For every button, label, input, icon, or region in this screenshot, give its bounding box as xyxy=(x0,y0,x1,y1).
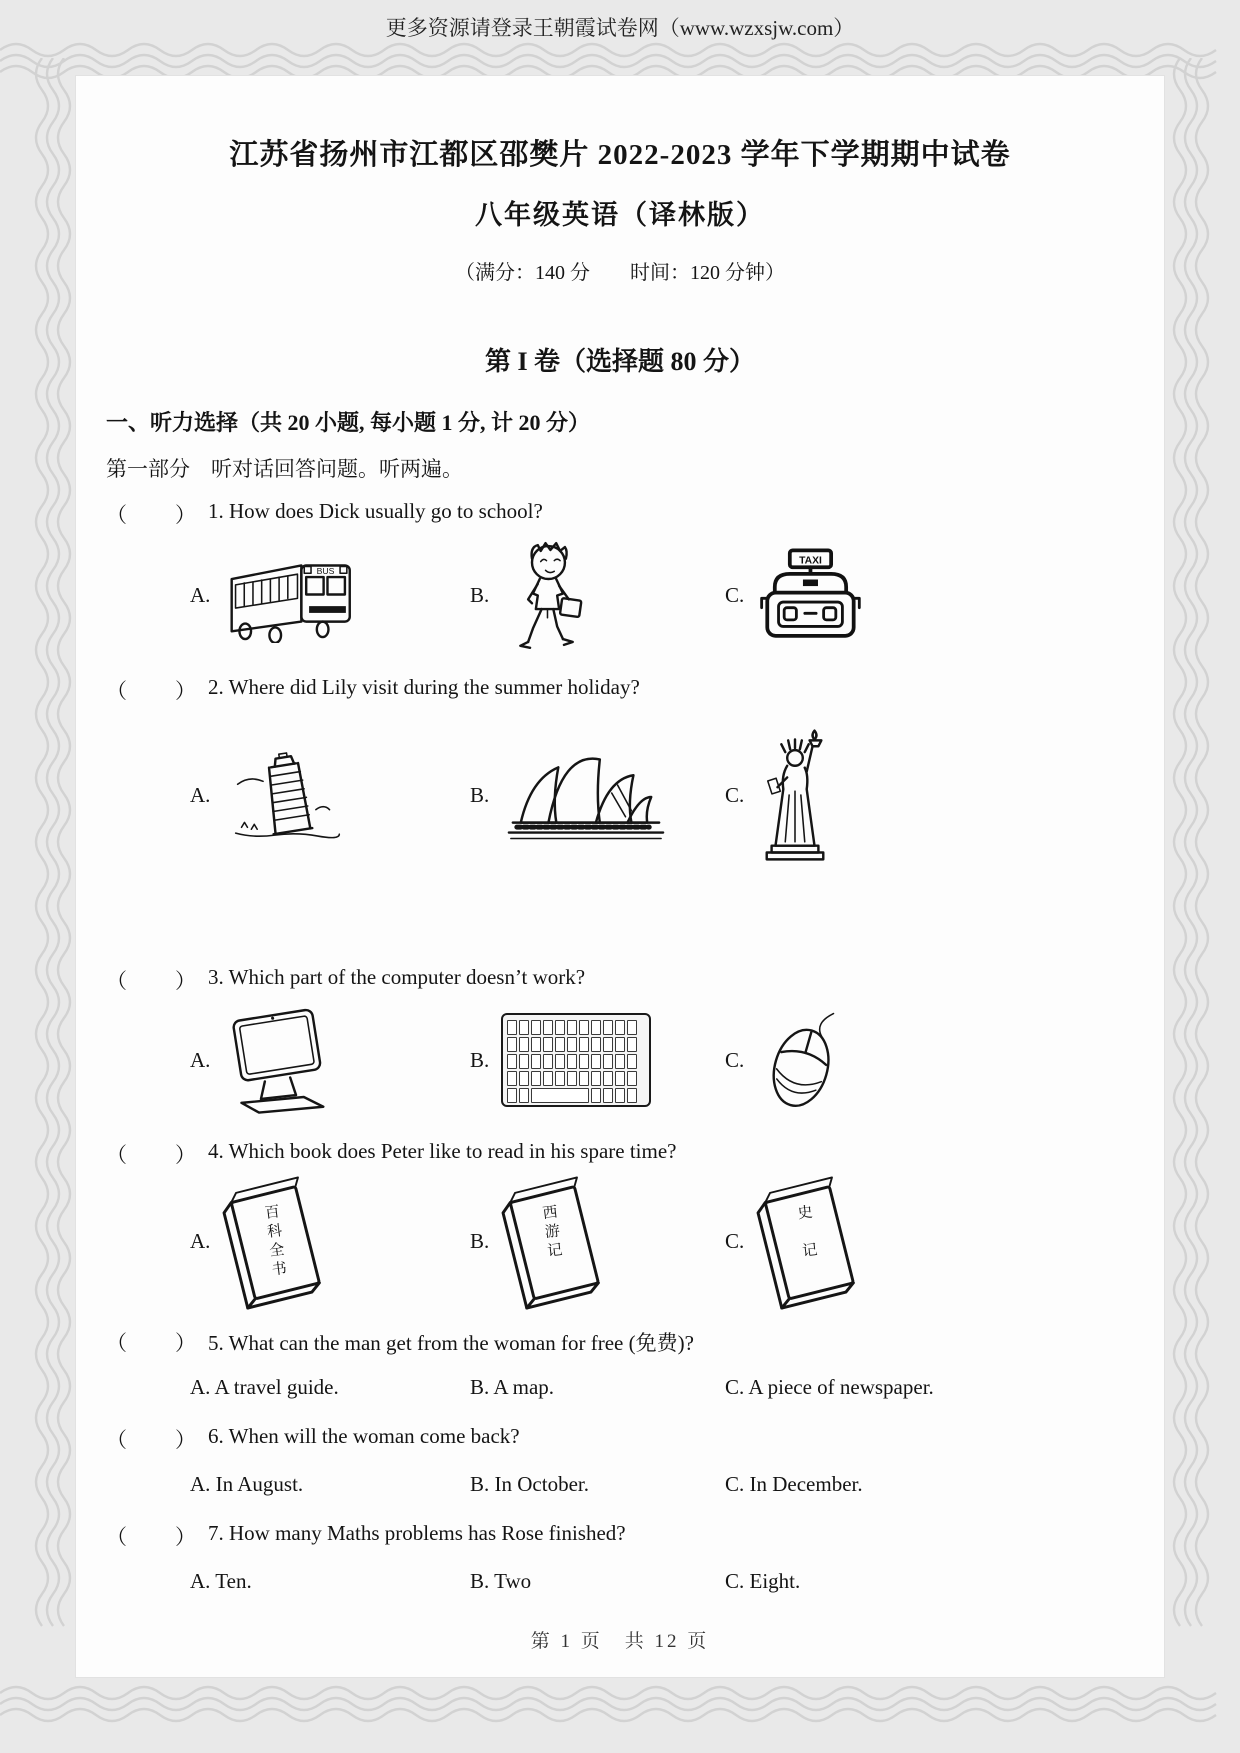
section-heading: 一、听力选择（共 20 小题, 每小题 1 分, 计 20 分） xyxy=(106,410,591,435)
answer-bracket: （ ） xyxy=(106,969,198,993)
option-a: A. In August. xyxy=(190,1472,304,1496)
option-c: C. In December. xyxy=(725,1472,863,1496)
paper-subtitle: 八年级英语（译林版） xyxy=(475,200,765,230)
option-a: A. A travel guide. xyxy=(190,1375,339,1399)
question-6-options xyxy=(106,1472,1134,1497)
encyclopedia-book-icon xyxy=(209,1169,332,1313)
question-text: 4. Which book does Peter like to read in his spare time? xyxy=(208,1139,677,1163)
question-7-line xyxy=(106,1521,1134,1551)
taxi-icon xyxy=(756,545,864,645)
question-text: 3. Which part of the computer doesn’t work? xyxy=(208,965,586,989)
question-5-options xyxy=(106,1375,1134,1400)
answer-bracket: （ ） xyxy=(106,503,198,527)
site-notice: 更多资源请登录王朝霞试卷网（www.wzxsjw.com） xyxy=(385,16,855,40)
question-5-line xyxy=(106,1327,1134,1357)
book-title: 百科全书 xyxy=(262,1203,288,1281)
paper-title: 江苏省扬州市江都区邵樊片 2022-2023 学年下学期期中试卷 xyxy=(229,139,1011,171)
statue-of-liberty-icon xyxy=(756,715,834,875)
option-b: B. xyxy=(470,745,725,845)
wave-border-left xyxy=(30,58,72,1698)
question-4-options xyxy=(106,1179,1134,1303)
walking-boy-icon xyxy=(501,539,593,651)
answer-bracket: （ ） xyxy=(106,679,198,703)
option-c: C. TAXI xyxy=(725,545,1134,645)
score-time-info: （满分：140 分 时间：120 分钟） xyxy=(455,262,785,284)
leaning-tower-icon xyxy=(222,748,354,843)
mouse-icon xyxy=(756,1007,848,1113)
question-text: 2. Where did Lily visit during the summer holiday? xyxy=(208,675,640,699)
svg-text:TAXI: TAXI xyxy=(799,555,823,567)
question-3-line xyxy=(106,965,1134,995)
part-intro: 第一部分 听对话回答问题。听两遍。 xyxy=(106,457,463,481)
question-4-line xyxy=(106,1139,1134,1169)
bus-icon xyxy=(222,547,372,643)
question-7-options xyxy=(106,1569,1134,1594)
journey-west-book-icon xyxy=(488,1169,611,1313)
answer-bracket: （ ） xyxy=(106,1143,198,1167)
question-2-line xyxy=(106,675,1134,705)
option-b: B. 西游记 xyxy=(470,1179,725,1303)
question-3-options xyxy=(106,1005,1134,1115)
answer-bracket: （ ） xyxy=(106,1525,198,1549)
exam-page xyxy=(76,76,1164,1677)
option-a: A. 百科全书 xyxy=(190,1179,470,1303)
opera-house-icon xyxy=(501,745,669,845)
book-title: 史 记 xyxy=(794,1203,818,1262)
wave-border-right xyxy=(1168,58,1210,1698)
book-title: 西游记 xyxy=(539,1203,563,1262)
option-b: B. A map. xyxy=(470,1375,555,1399)
svg-text:BUS: BUS xyxy=(317,566,335,577)
question-text: 1. How does Dick usually go to school? xyxy=(208,499,543,523)
question-1-line xyxy=(106,499,1134,529)
question-2-options xyxy=(106,715,1134,875)
option-a: A. Ten. xyxy=(190,1569,252,1593)
option-c: C. xyxy=(725,1007,1134,1113)
question-6-line xyxy=(106,1424,1134,1454)
option-b: B. xyxy=(470,539,725,651)
question-text: 7. How many Maths problems has Rose finished? xyxy=(208,1521,626,1545)
option-a: A. xyxy=(190,748,470,843)
option-c: C. xyxy=(725,715,1134,875)
option-b: B. Two xyxy=(470,1569,532,1593)
question-text: 6. When will the woman come back? xyxy=(208,1424,520,1448)
option-b: B. In October. xyxy=(470,1472,589,1496)
answer-bracket: （ ） xyxy=(106,1428,198,1452)
option-c: C. Eight. xyxy=(725,1569,801,1593)
option-b: B. xyxy=(470,1013,725,1107)
volume-heading: 第 I 卷（选择题 80 分） xyxy=(484,347,756,376)
wave-border-bottom xyxy=(0,1681,1240,1723)
question-text: 5. What can the man get from the woman for free (免费)? xyxy=(208,1331,694,1355)
monitor-icon xyxy=(222,1005,334,1115)
answer-bracket: （ ） xyxy=(106,1331,198,1355)
option-a: A. BUS xyxy=(190,547,470,643)
page-footer: 第 1 页 共 12 页 xyxy=(530,1631,710,1652)
option-c: C. 史 记 xyxy=(725,1179,1134,1303)
option-c: C. A piece of newspaper. xyxy=(725,1375,934,1399)
historical-records-book-icon xyxy=(743,1169,866,1313)
wave-border-top xyxy=(0,38,1240,80)
option-a: A. xyxy=(190,1005,470,1115)
question-1-options xyxy=(106,539,1134,651)
keyboard-icon xyxy=(501,1013,651,1107)
